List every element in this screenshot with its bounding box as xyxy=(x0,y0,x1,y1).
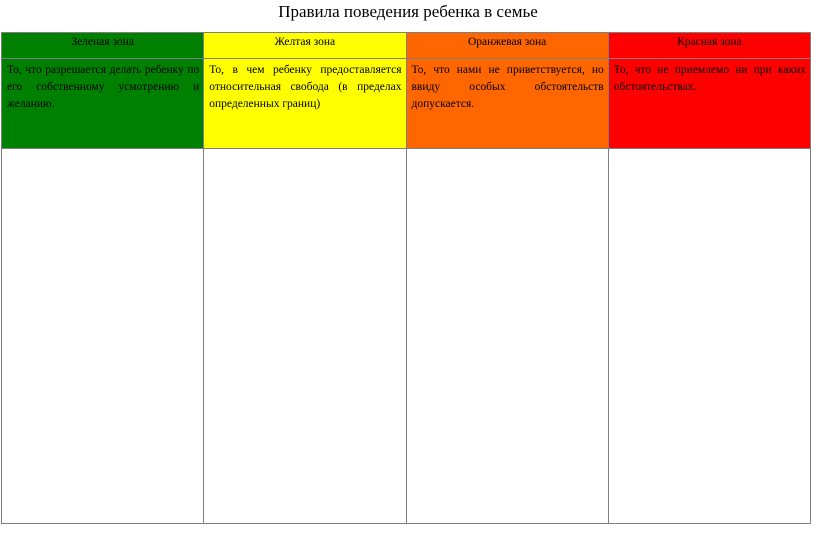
yellow-zone-header: Желтая зона xyxy=(204,33,406,59)
orange-zone-description: То, что нами не приветствуется, но ввиду особых обстоятельств допускается. xyxy=(406,59,608,149)
zones-table xyxy=(1,32,811,524)
orange-zone-header: Оранжевая зона xyxy=(406,33,608,59)
red-zone-header: Красная зона xyxy=(608,33,810,59)
zone-entries-row xyxy=(2,149,811,524)
page-title: Правила поведения ребенка в семье xyxy=(278,2,538,21)
zone-header-row xyxy=(2,33,811,59)
green-zone-header: Зеленая зона xyxy=(2,33,204,59)
red-zone-description: То, что не приемлемо ни при каких обстоятельствах. xyxy=(608,59,810,149)
green-zone-description: То, что разрешается делать ребенку по его собственному усмотрению и желанию. xyxy=(2,59,204,149)
yellow-zone-entries-cell[interactable] xyxy=(204,149,406,524)
green-zone-entries-cell[interactable] xyxy=(2,149,204,524)
red-zone-entries-cell[interactable] xyxy=(608,149,810,524)
yellow-zone-description: То, в чем ребенку предоставляется относительная свобода (в пределах определенных границ) xyxy=(204,59,406,149)
zone-description-row xyxy=(2,59,811,149)
orange-zone-entries-cell[interactable] xyxy=(406,149,608,524)
